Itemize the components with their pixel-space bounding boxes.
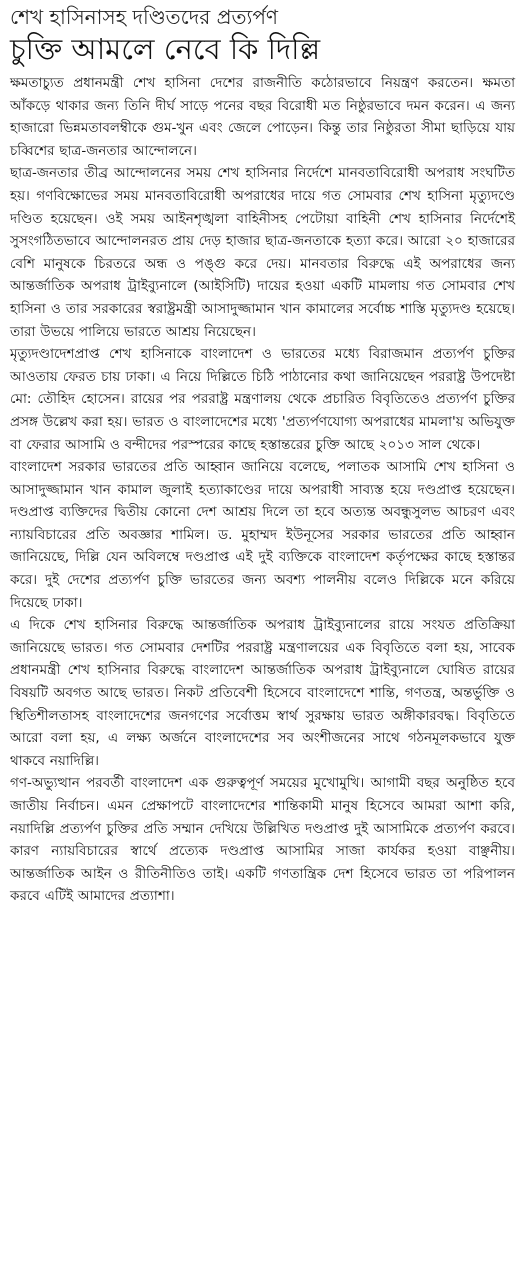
article-headline: চুক্তি আমলে নেবে কি দিল্লি: [10, 32, 321, 66]
paragraph-1: ক্ষমতাচ্যুত প্রধানমন্ত্রী শেখ হাসিনা দেশের রাজনীতি কঠোরভাবে নিয়ন্ত্রণ করতেন। ক্ষমতা আঁকড়ে থাকার জন্য তিনি দীর্ঘ সাড়ে পনের বছর বিরোধী মত নিষ্ঠুরভাবে দমন করেন। এ জন্য হাজারো ভিন্নমতাবলম্বীকে গুম-খুন এবং জেলে পোড়েন। কিন্তু তার নিষ্ঠুরতা সীমা ছাড়িয়ে যায় চব্বিশের ছাত্র-জনতার আন্দোলনে।: [10, 75, 515, 159]
paragraph-4: বাংলাদেশ সরকার ভারতের প্রতি আহ্বান জানিয়ে বলেছে, পলাতক আসামি শেখ হাসিনা ও আসাদুজ্জামান খান কামাল জুলাই হত্যাকাণ্ডের দায়ে অপরাধী সাব্যস্ত হয়ে দণ্ডপ্রাপ্ত হয়েছেন। দণ্ডপ্রাপ্ত ব্যক্তিদের দ্বিতীয় কোনো দেশ আশ্রয় দিলে তা হবে অত্যন্ত অবন্ধুসুলভ আচরণ এবং ন্যায়বিচারের প্রতি অবজ্ঞার শামিল। ড. মুহাম্মদ ইউনূসের সরকার ভারতের প্রতি আহ্বান জানিয়েছে, দিল্লি যেন অবিলম্বে দণ্ডপ্রাপ্ত এই দুই ব্যক্তিকে বাংলাদেশ কর্তৃপক্ষের কাছে হস্তান্তর করে। দুই দেশের প্রত্যর্পণ চুক্তি ভারতের জন্য অবশ্য পালনীয় বলেও দিল্লিকে মনে করিয়ে দিয়েছে ঢাকা।: [10, 459, 515, 611]
paragraph-3: মৃত্যুদণ্ডাদেশপ্রাপ্ত শেখ হাসিনাকে বাংলাদেশ ও ভারতের মধ্যে বিরাজমান প্রত্যর্পণ চুক্তির আওতায় ফেরত চায় ঢাকা। এ নিয়ে দিল্লিতে চিঠি পাঠানোর কথা জানিয়েছেন পররাষ্ট্র উপদেষ্টা মো: তৌহিদ হোসেন। রায়ের পর পররাষ্ট্র মন্ত্রণালয় থেকে প্রচারিত বিবৃতিতেও প্রত্যর্পণ চুক্তির প্রসঙ্গ উল্লেখ করা হয়। ভারত ও বাংলাদেশের মধ্যে 'প্রত্যর্পণযোগ্য অপরাধের মামলা'য় অভিযুক্ত বা ফেরার আসামি ও বন্দীদের পরস্পরের কাছে হস্তান্তরের চুক্তি আছে ২০১৩ সাল থেকে।: [10, 346, 515, 453]
paragraph-5: এ দিকে শেখ হাসিনার বিরুদ্ধে আন্তর্জাতিক অপরাধ ট্রাইব্যুনালের রায়ে সংযত প্রতিক্রিয়া জানিয়েছে ভারত। গত সোমবার দেশটির পররাষ্ট্র মন্ত্রণালয়ের এক বিবৃতিতে বলা হয়, সাবেক প্রধানমন্ত্রী শেখ হাসিনার বিরুদ্ধে বাংলাদেশ আন্তর্জাতিক অপরাধ ট্রাইব্যুনালে ঘোষিত রায়ের বিষয়টি অবগত আছে ভারত। নিকট প্রতিবেশী হিসেবে বাংলাদেশে শান্তি, গণতন্ত্র, অন্তর্ভুক্তি ও স্থিতিশীলতাসহ বাংলাদেশের জনগণের সর্বোত্তম স্বার্থ সুরক্ষায় ভারত অঙ্গীকারবদ্ধ। বিবৃতিতে আরো বলা হয়, এ লক্ষ্য অর্জনে বাংলাদেশের সব অংশীজনের সাথে গঠনমূলকভাবে যুক্ত থাকবে নয়াদিল্লি।: [10, 617, 515, 769]
paragraph-6: গণ-অভ্যুত্থান পরবর্তী বাংলাদেশ এক গুরুত্বপূর্ণ সময়ের মুখোমুখি। আগামী বছর অনুষ্ঠিত হবে জাতীয় নির্বাচন। এমন প্রেক্ষাপটে বাংলাদেশের শান্তিকামী মানুষ হিসেবে আমরা আশা করি, নয়াদিল্লি প্রত্যর্পণ চুক্তির প্রতি সম্মান দেখিয়ে উল্লিখিত দণ্ডপ্রাপ্ত দুই আসামিকে প্রত্যর্পণ করবে। কারণ ন্যায়বিচারের স্বার্থে প্রত্যেক দণ্ডপ্রাপ্ত আসামির সাজা কার্যকর হওয়া বাঞ্ছনীয়। আন্তর্জাতিক আইন ও রীতিনীতিও তাই। একটি গণতান্ত্রিক দেশ হিসেবে ভারত তা পরিপালন করবে এটিই আমাদের প্রত্যাশা।: [10, 775, 515, 905]
article-kicker: শেখ হাসিনাসহ দণ্ডিতদের প্রত্যর্পণ: [10, 5, 278, 29]
paragraph-2: ছাত্র-জনতার তীব্র আন্দোলনের সময় শেখ হাসিনার নির্দেশে মানবতাবিরোধী অপরাধ সংঘটিত হয়। গণবিক্ষোভের সময় মানবতাবিরোধী অপরাধের দায়ে গত সোমবার শেখ হাসিনা মৃত্যুদণ্ডে দণ্ডিত হয়েছেন। ওই সময় আইনশৃঙ্খলা বাহিনীসহ পেটোয়া বাহিনী শেখ হাসিনার নির্দেশেই সুসংগঠিতভাবে আন্দোলনরত প্রায় দেড় হাজার ছাত্র-জনতাকে হত্যা করে। আরো ২০ হাজারের বেশি মানুষকে চিরতরে অন্ধ ও পঙ্গু করে দেয়। মানবতার বিরুদ্ধে এই অপরাধের জন্য আন্তর্জাতিক অপরাধ ট্রাইব্যুনালে (আইসিটি) দায়ের হওয়া একটি মামলায় গত সোমবার শেখ হাসিনা ও তার সরকারের স্বরাষ্ট্রমন্ত্রী আসাদুজ্জামান খান কামালের সর্বোচ্চ শাস্তি মৃত্যুদণ্ড হয়েছে। তারা উভয়ে পালিয়ে ভারতে আশ্রয় নিয়েছেন।: [10, 165, 515, 340]
article-body: [10, 72, 515, 908]
